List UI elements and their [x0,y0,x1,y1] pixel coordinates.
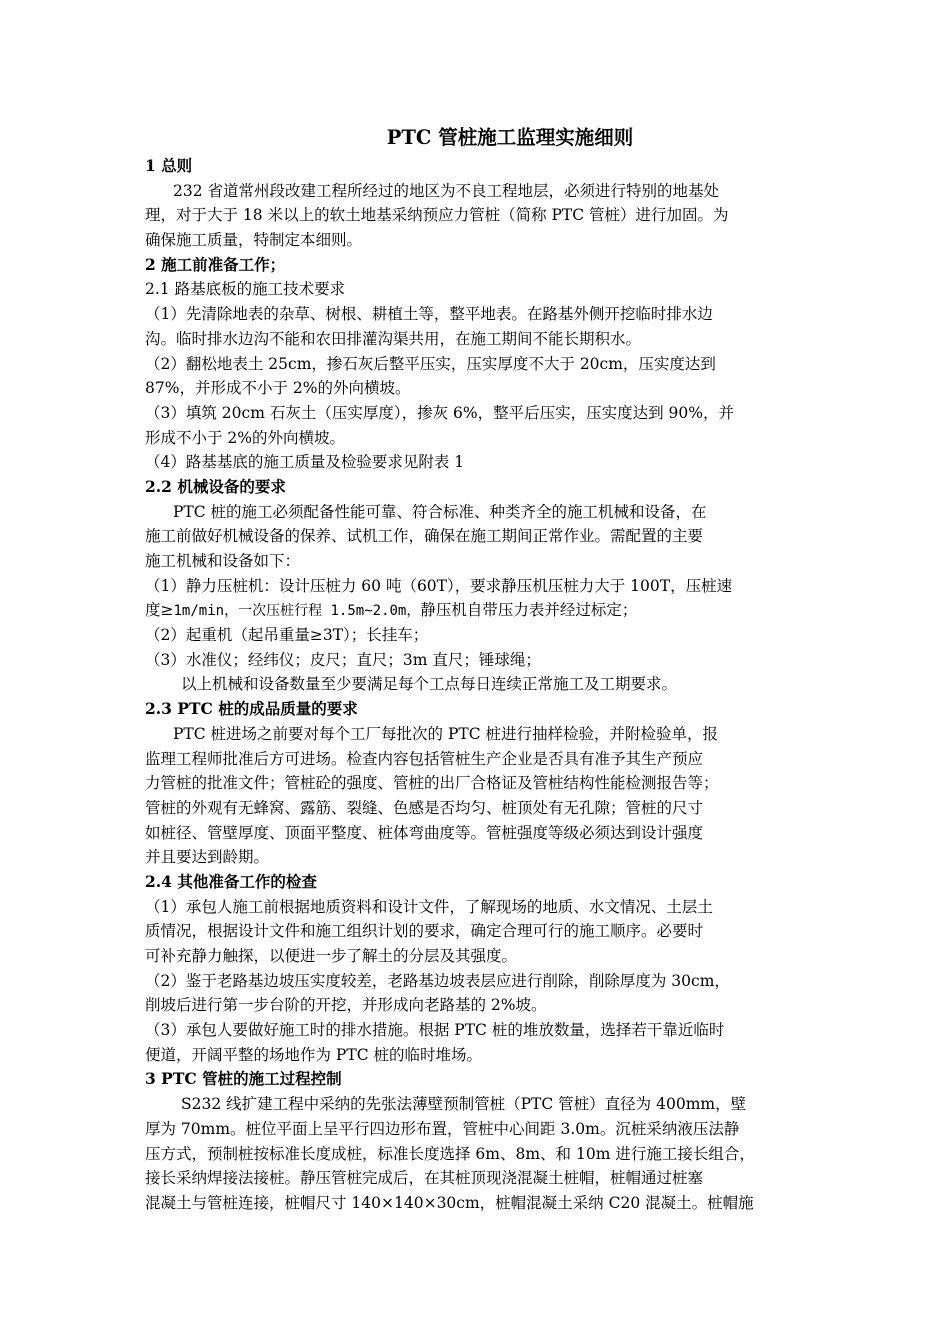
paragraph-line: 混凝土与管桩连接，桩帽尺寸 140×140×30cm，桩帽混凝土采纳 C20 混凝土。桩帽施 [145,1193,754,1212]
paragraph-line: 232 省道常州段改建工程所经过的地区为不良工程地层，必须进行特别的地基处 [173,181,720,200]
paragraph-line: 如桩径、管壁厚度、顶面平整度、桩体弯曲度等。管桩强度等级必须达到设计强度 [145,823,704,842]
paragraph-line: 厚为 70mm。桩位平面上呈平行四边形布置，管桩中心间距 3.0m。沉桩采纳液压法静 [145,1119,740,1138]
paragraph-line: 力管桩的批准文件；管桩砼的强度、管桩的出厂合格证及管桩结构性能检测报告等； [145,774,719,793]
document-body [145,122,875,1216]
section-3-heading: 3 PTC 管桩的施工过程控制 [145,1069,342,1089]
paragraph-line: 以上机械和设备数量至少要满足每个工点每日连续正常施工及工期要求。 [181,675,678,694]
section-2-4-heading: 2.4 其他准备工作的检查 [145,871,317,891]
list-item-line: （3）承包人要做好施工时的排水措施。根据 PTC 桩的堆放数量，选择若干靠近临时 [145,1021,725,1040]
paragraph-line: 接长采纳焊接法接桩。静压管桩完成后，在其桩顶现浇混凝土桩帽，桩帽通过桩塞 [145,1169,704,1188]
paragraph-line: 压方式，预制桩按标准长度成桩，标准长度选择 6m、8m、和 10m 进行施工接长组合， [145,1144,755,1163]
paragraph-line: 并且要达到龄期。 [145,848,270,867]
list-item-line: （3）水准仪；经纬仪；皮尺；直尺；3m 直尺；锤球绳； [145,650,541,669]
list-item-line: （1）承包人施工前根据地质资料和设计文件，了解现场的地质、水文情况、土层土 [145,897,713,916]
list-item-line: （1）先清除地表的杂草、树根、耕植土等，整平地表。在路基外侧开挖临时排水边 [145,305,713,324]
paragraph-line: PTC 桩进场之前要对每个工厂每批次的 PTC 桩进行抽样检验，并附检验单，报 [173,724,719,743]
section-2-3-heading: 2.3 PTC 桩的成品质量的要求 [145,699,358,719]
list-item-line: （1）静力压桩机：设计压桩力 60 吨（60T），要求静压机压桩力大于 100T，压桩速 [145,576,733,595]
section-2-1-heading: 2.1 路基底板的施工技术要求 [145,280,346,299]
list-item-line: （3）填筑 20cm 石灰土（压实厚度），掺灰 6%，整平后压实，压实度达到 90%，并 [145,403,734,422]
list-item-line: 削坡后进行第一步台阶的开挖，并形成向老路基的 2%坡。 [145,996,547,1015]
list-item-line: 质情况，根据设计文件和施工组织计划的要求，确定合理可行的施工顺序。必要时 [145,922,704,941]
paragraph-line: 施工机械和设备如下： [145,552,301,570]
list-item-line: 沟。临时排水边沟不能和农田排灌沟渠共用，在施工期间不能长期积水。 [145,329,642,348]
text-run-mono: 1m/min，一次压桩行程 1.5m~2.0m， [173,603,421,620]
paragraph-line: 理，对于大于 18 米以上的软土地基采纳预应力管桩（简称 PTC 管桩）进行加固。为 [145,206,729,225]
section-2-2-heading: 2.2 机械设备的要求 [145,476,286,496]
list-item-line: 便道，开阔平整的场地作为 PTC 桩的临时堆场。 [145,1045,482,1064]
paragraph-line: 监理工程师批准后方可进场。检查内容包括管桩生产企业是否具有准予其生产预应 [145,749,704,768]
list-item-line: 87%，并形成不小于 2%的外向横坡。 [145,379,411,398]
list-item-line: （4）路基基底的施工质量及检验要求见附表 1 [145,453,465,472]
list-item-line: 形成不小于 2%的外向横坡。 [145,428,346,447]
paragraph-line: 管桩的外观有无蜂窝、露筋、裂缝、色感是否均匀、桩顶处有无孔隙；管桩的尺寸 [145,798,704,817]
section-1-heading: 1 总则 [145,156,193,175]
document-title: PTC 管桩施工监理实施细则 [386,126,634,149]
list-item-line: （2）翻松地表土 25cm，掺石灰后整平压实，压实厚度不大于 20cm，压实度达到 [145,354,716,373]
section-2-heading: 2 施工前准备工作； [145,254,286,274]
list-item-line: 可补充静力触探，以便进一步了解土的分层及其强度。 [145,947,518,965]
list-item-line: （2）鉴于老路基边坡压实度较差，老路基边坡表层应进行削除，削除厚度为 30cm， [145,971,730,990]
text-run: 度≥ [145,601,174,620]
text-run: 静压机自带压力表并经过标定； [420,601,638,620]
list-item-line: （2）起重机（起吊重量≥3T）；长挂车； [145,626,429,645]
list-item-line [145,598,875,623]
paragraph-line: PTC 桩的施工必须配备性能可靠、符合标准、种类齐全的施工机械和设备，在 [173,502,707,521]
paragraph-line: S232 线扩建工程中采纳的先张法薄壁预制管桩（PTC 管桩）直径为 400mm，壁 [181,1095,747,1114]
paragraph-line: 施工前做好机械设备的保养、试机工作，确保在施工期间正常作业。需配置的主要 [145,527,704,546]
paragraph-line: 确保施工质量，特制定本细则。 [145,231,363,250]
